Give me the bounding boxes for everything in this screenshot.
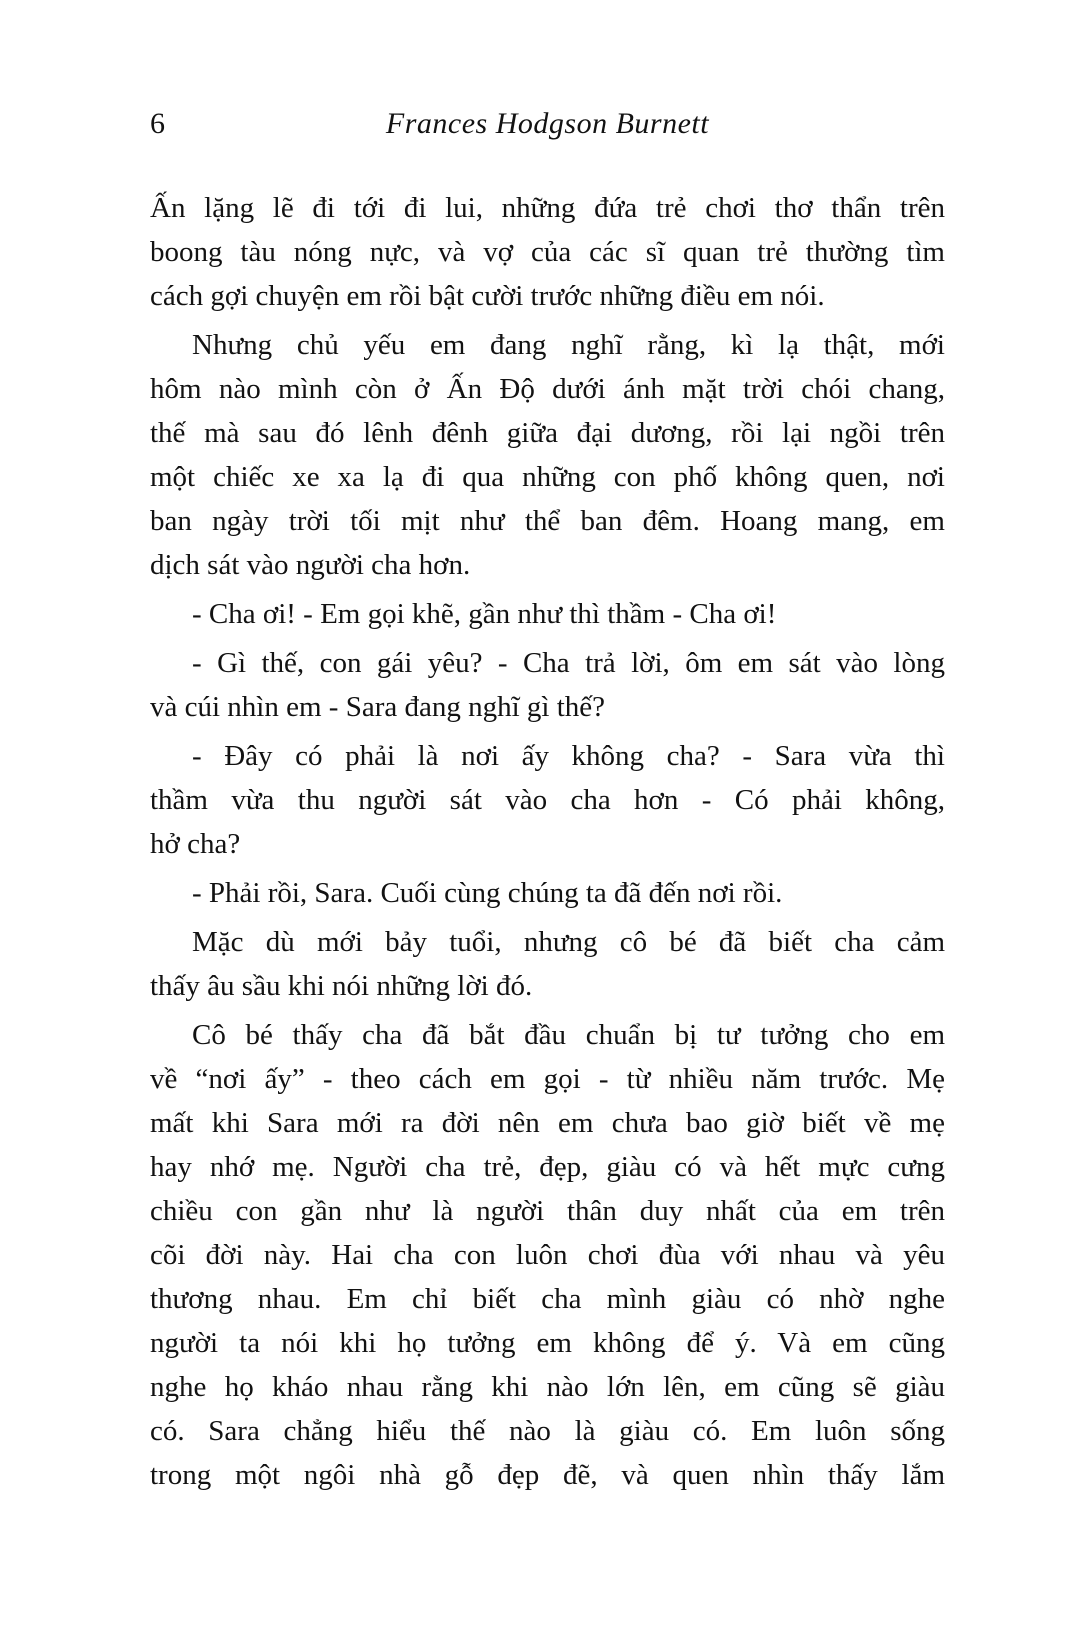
text-line: hở cha? [150,828,241,860]
paragraph [150,592,945,636]
text-line: trong một ngôi nhà gỗ đẹp đẽ, và quen nhìn thấy lắm [150,1459,945,1491]
paragraph [150,641,945,729]
text-line: hôm nào mình còn ở Ấn Độ dưới ánh mặt trời chói chang, [150,373,945,405]
running-header: Frances Hodgson Burnett [385,107,710,140]
text-line: thấy âu sầu khi nói những lời đó. [150,970,533,1002]
text-line: Cô bé thấy cha đã bắt đầu chuẩn bị tư tưởng cho em [192,1019,945,1051]
text-line: Mặc dù mới bảy tuổi, nhưng cô bé đã biết cha cảm [192,926,945,958]
text-line: dịch sát vào người cha hơn. [150,549,471,581]
page-header [150,104,945,144]
text-line: cách gợi chuyện em rồi bật cười trước những điều em nói. [150,280,825,312]
text-line: và cúi nhìn em - Sara đang nghĩ gì thế? [150,691,606,723]
text-line: nghe họ kháo nhau rằng khi nào lớn lên, em cũng sẽ giàu [150,1371,945,1403]
text-line: có. Sara chẳng hiểu thế nào là giàu có. Em luôn sống [150,1415,945,1447]
paragraph [150,920,945,1008]
paragraph [150,734,945,866]
text-line: Ấn lặng lẽ đi tới đi lui, những đứa trẻ chơi thơ thẩn trên [150,192,945,224]
text-line: một chiếc xe xa lạ đi qua những con phố không quen, nơi [150,461,945,493]
text-line: boong tàu nóng nực, và vợ của các sĩ quan trẻ thường tìm [150,236,945,268]
text-line: - Cha ơi! - Em gọi khẽ, gần như thì thầm - Cha ơi! [192,598,777,630]
text-line: người ta nói khi họ tưởng em không để ý. Và em cũng [150,1327,945,1359]
text-line: về “nơi ấy” - theo cách em gọi - từ nhiều năm trước. Mẹ [150,1063,945,1095]
text-line: mất khi Sara mới ra đời nên em chưa bao giờ biết về mẹ [150,1107,945,1139]
page-body [150,186,945,1497]
paragraph [150,323,945,587]
text-line: chiều con gần như là người thân duy nhất của em trên [150,1195,945,1227]
paragraph [150,1013,945,1497]
page-number: 6 [150,107,165,140]
text-line: ban ngày trời tối mịt như thể ban đêm. Hoang mang, em [150,505,945,537]
text-line: hay nhớ mẹ. Người cha trẻ, đẹp, giàu có và hết mực cưng [150,1151,945,1183]
text-line: - Phải rồi, Sara. Cuối cùng chúng ta đã đến nơi rồi. [192,877,783,909]
paragraph [150,186,945,318]
paragraph [150,871,945,915]
text-line: thương nhau. Em chỉ biết cha mình giàu có nhờ nghe [150,1283,945,1315]
text-line: - Đây có phải là nơi ấy không cha? - Sara vừa thì [192,740,945,772]
text-line: thế mà sau đó lênh đênh giữa đại dương, rồi lại ngồi trên [150,417,945,449]
text-line: thầm vừa thu người sát vào cha hơn - Có phải không, [150,784,945,816]
text-line: Nhưng chủ yếu em đang nghĩ rằng, kì lạ thật, mới [192,329,945,361]
text-line: cõi đời này. Hai cha con luôn chơi đùa với nhau và yêu [150,1239,945,1271]
text-line: - Gì thế, con gái yêu? - Cha trả lời, ôm em sát vào lòng [192,647,945,679]
